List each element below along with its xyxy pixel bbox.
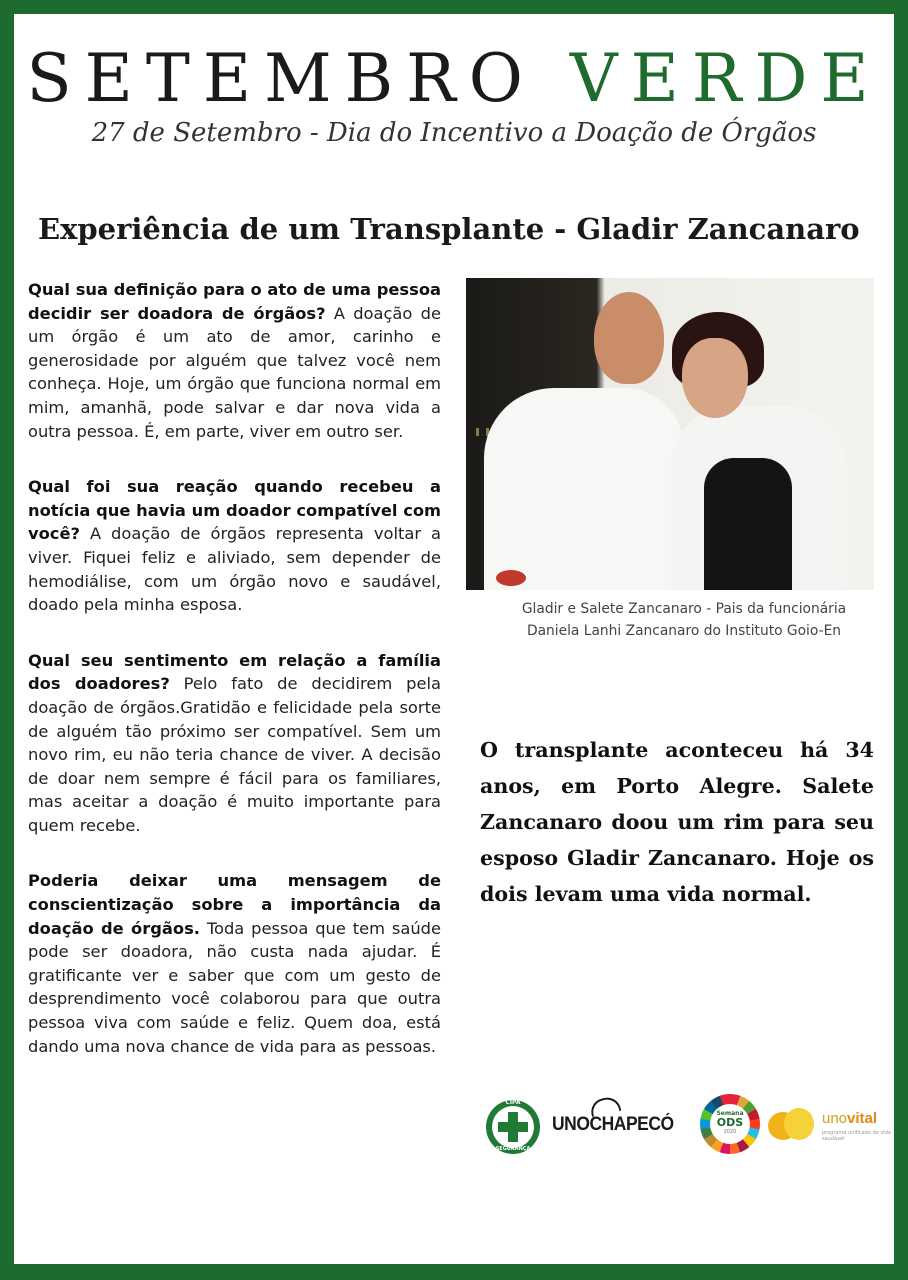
unovital-mark-shape-b xyxy=(784,1108,814,1140)
qa-block-1 xyxy=(28,278,441,443)
cipa-logo xyxy=(486,1100,540,1154)
caption-line-2: Daniela Lanhi Zancanaro do Instituto Goio-En xyxy=(526,623,842,639)
ods-logo xyxy=(700,1094,760,1154)
question-text: Qual seu sentimento em relação a família dos doadores? xyxy=(28,650,441,694)
question-text: Qual foi sua reação quando recebeu a notícia que havia um doador compatível com você? xyxy=(28,477,441,544)
caption-line-1: Gladir e Salete Zancanaro - Pais da funcionária xyxy=(521,601,847,617)
unovital-logo-subtext: programa unificado de vida saudável xyxy=(822,1130,891,1142)
page-subtitle: 27 de Setembro - Dia do Incentivo a Doação de Órgãos xyxy=(91,118,817,148)
photo-man-figure xyxy=(484,388,684,590)
poster xyxy=(14,14,894,1264)
interview-column xyxy=(28,278,441,1090)
ods-logo-line2: ODS xyxy=(716,1116,744,1129)
unovital-logo-part1: uno xyxy=(822,1110,848,1127)
unovital-logo xyxy=(822,1110,877,1127)
page-title xyxy=(14,40,894,117)
unochapeco-logo: UNOCHAPECÓ xyxy=(552,1114,674,1135)
title-part-setembro: SETEMBRO xyxy=(26,40,536,117)
title-part-verde: VERDE xyxy=(569,40,882,117)
answer-text: Toda pessoa que tem saúde pode ser doadora, não custa nada ajudar. É gratificante ver e saber que com um gesto de desprendimento você colaborou para que outra pessoa viva com saúde e feliz. Quem doa, está dando uma nova chance de vida para as pessoas. xyxy=(28,918,441,1056)
photo-caption xyxy=(484,598,884,642)
qa-block-2 xyxy=(28,475,441,617)
photo-man-head xyxy=(594,292,664,384)
unovital-mark-icon xyxy=(768,1108,816,1142)
highlight-quote: O transplante aconteceu há 34 anos, em Porto Alegre. Salete Zancanaro doou um rim para seu esposo Gladir Zancanaro. Hoje os dois levam uma vida normal. xyxy=(480,738,874,906)
cross-icon-bar xyxy=(498,1122,528,1132)
question-text: Poderia deixar uma mensagem de conscientização sobre a importância da doação de órgãos. xyxy=(28,871,441,938)
qa-block-4 xyxy=(28,869,441,1058)
answer-text: A doação de órgãos representa voltar a viver. Fiquei feliz e aliviado, sem depender de hemodiálise, com um órgão novo e saudável, doado pela minha esposa. xyxy=(28,524,441,615)
qa-block-3 xyxy=(28,649,441,838)
ods-logo-line3: 2020 xyxy=(723,1129,737,1135)
couple-photo xyxy=(466,278,874,590)
ods-logo-center xyxy=(710,1104,750,1144)
photo-flower xyxy=(496,570,526,586)
article-headline: Experiência de um Transplante - Gladir Zancanaro xyxy=(38,212,860,246)
photo-woman-shirt xyxy=(704,458,792,590)
photo-woman-head xyxy=(682,338,748,418)
sponsor-logos xyxy=(484,1092,891,1162)
cipa-logo-subtext: SEGURANÇA xyxy=(495,1146,531,1152)
answer-text: Pelo fato de decidirem pela doação de órgãos.Gratidão e felicidade pela sorte de alguém tão próximo ser compatível. Sem um novo rim, eu não teria chance de viver. A decisão de doar nem sempre é fácil para os familiares, mas aceitar a doação é muito importante para quem recebe. xyxy=(28,674,441,835)
answer-text: A doação de um órgão é um ato de amor, carinho e generosidade por alguém que talvez você nem conheça. Hoje, um órgão que funciona normal em mim, amanhã, pode salvar e dar nova vida a outra pessoa. É, em parte, viver em outro ser. xyxy=(28,303,441,441)
unovital-logo-part2: vital xyxy=(847,1110,878,1127)
ods-logo-line1: Semana xyxy=(716,1110,744,1117)
question-text: Qual sua definição para o ato de uma pessoa decidir ser doadora de órgãos? xyxy=(28,280,441,323)
cipa-logo-text: CIPA xyxy=(505,1099,521,1106)
